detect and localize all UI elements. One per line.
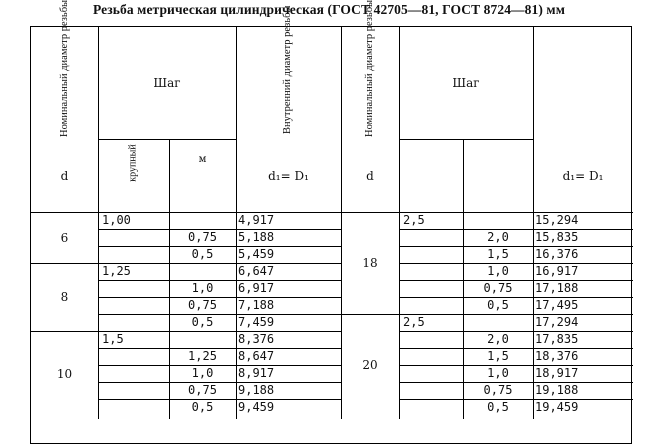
- nominal-diameter: 20: [362, 358, 378, 372]
- pitch-coarse: [403, 383, 461, 397]
- pitch-fine: 0,75: [188, 230, 217, 244]
- pitch-fine: 1,25: [188, 349, 217, 363]
- inner-diameter: 9,459: [238, 400, 275, 414]
- header-inner-left: Внутренний диаметр резьбы: [282, 5, 293, 134]
- pitch-fine: 1,0: [191, 281, 214, 295]
- pitch-coarse: [102, 298, 167, 312]
- pitch-fine: 0,75: [188, 383, 217, 397]
- pitch-coarse: [102, 230, 167, 244]
- pitch-coarse: 1,25: [102, 264, 131, 278]
- inner-diameter: 4,917: [238, 213, 275, 227]
- pitch-fine: [463, 315, 533, 329]
- pitch-fine: [463, 213, 533, 227]
- pitch-coarse: [403, 281, 461, 295]
- pitch-fine: 1,0: [487, 366, 509, 380]
- inner-diameter: 8,376: [238, 332, 275, 346]
- pitch-coarse: 1,00: [102, 213, 131, 227]
- inner-diameter: 5,188: [238, 230, 275, 244]
- inner-diameter: 18,376: [535, 349, 579, 363]
- header-d1-right: d₁= D₁: [562, 168, 604, 183]
- inner-diameter: 15,294: [535, 213, 579, 227]
- inner-diameter: 18,917: [535, 366, 579, 380]
- inner-diameter: 6,917: [238, 281, 275, 295]
- pitch-coarse: [102, 349, 167, 363]
- pitch-fine: 2,0: [487, 332, 509, 346]
- pitch-fine: 1,5: [487, 349, 509, 363]
- pitch-fine: 0,75: [483, 281, 513, 295]
- inner-diameter: 8,647: [238, 349, 275, 363]
- header-d1-left: d₁= D₁: [268, 168, 309, 183]
- grid-line: [236, 27, 237, 419]
- inner-diameter: 7,459: [238, 315, 275, 329]
- grid-line: [533, 27, 534, 419]
- inner-diameter: 6,647: [238, 264, 275, 278]
- pitch-coarse: [403, 230, 461, 244]
- pitch-coarse: [102, 400, 167, 414]
- inner-diameter: 16,917: [535, 264, 579, 278]
- header-pitch-right: Шаг: [452, 76, 480, 90]
- pitch-fine: 0,5: [191, 400, 214, 414]
- header-nominal-left: Номинальный диаметр резьбы: [59, 0, 70, 137]
- nominal-diameter: 8: [60, 290, 69, 304]
- inner-diameter: 5,459: [238, 247, 275, 261]
- inner-diameter: 8,917: [238, 366, 275, 380]
- pitch-fine: 0,5: [191, 315, 214, 329]
- pitch-fine: [169, 264, 236, 278]
- inner-diameter: 19,459: [535, 400, 579, 414]
- nominal-diameter: 6: [60, 230, 69, 245]
- pitch-coarse: [102, 366, 167, 380]
- pitch-coarse: [403, 264, 461, 278]
- pitch-coarse: [403, 247, 461, 261]
- header-d-left: d: [60, 168, 69, 183]
- inner-diameter: 17,188: [535, 281, 579, 295]
- inner-diameter: 16,376: [535, 247, 579, 261]
- inner-diameter: 15,835: [535, 230, 579, 244]
- pitch-fine: 0,5: [487, 400, 509, 414]
- pitch-fine: 0,75: [188, 298, 217, 312]
- pitch-fine: [169, 332, 236, 346]
- pitch-fine: 2,0: [487, 230, 509, 244]
- page-title: Резьба метрическая цилиндрическая (ГОСТ 42705—81, ГОСТ 8724—81) мм: [92, 2, 566, 17]
- inner-diameter: 17,835: [535, 332, 579, 346]
- grid-line: [399, 139, 533, 140]
- pitch-coarse: 2,5: [403, 315, 425, 329]
- pitch-coarse: 2,5: [403, 213, 425, 227]
- nominal-diameter: 18: [362, 256, 378, 270]
- header-d-right: d: [366, 168, 374, 183]
- pitch-coarse: 1,5: [102, 332, 124, 346]
- header-coarse: крупный: [127, 144, 139, 182]
- pitch-coarse: [102, 281, 167, 295]
- inner-diameter: 7,188: [238, 298, 275, 312]
- nominal-diameter: 10: [56, 366, 73, 381]
- pitch-fine: 1,5: [487, 247, 509, 261]
- pitch-fine: [169, 213, 236, 227]
- pitch-fine: 0,5: [191, 247, 214, 261]
- header-pitch-left: Шаг: [153, 76, 181, 90]
- inner-diameter: 9,188: [238, 383, 275, 397]
- pitch-coarse: [403, 298, 461, 312]
- inner-diameter: 19,188: [535, 383, 579, 397]
- pitch-coarse: [102, 383, 167, 397]
- pitch-fine: 0,5: [487, 298, 509, 312]
- pitch-coarse: [403, 366, 461, 380]
- pitch-coarse: [102, 315, 167, 329]
- header-nominal-right: Номинальный диаметр резьбы: [364, 0, 375, 137]
- header-fine: м: [198, 153, 207, 165]
- inner-diameter: 17,495: [535, 298, 579, 312]
- pitch-coarse: [403, 400, 461, 414]
- pitch-fine: 1,0: [191, 366, 214, 380]
- pitch-coarse: [403, 349, 461, 363]
- inner-diameter: 17,294: [535, 315, 579, 329]
- pitch-coarse: [102, 247, 167, 261]
- pitch-fine: 1,0: [487, 264, 509, 278]
- pitch-fine: 0,75: [483, 383, 513, 397]
- pitch-coarse: [403, 332, 461, 346]
